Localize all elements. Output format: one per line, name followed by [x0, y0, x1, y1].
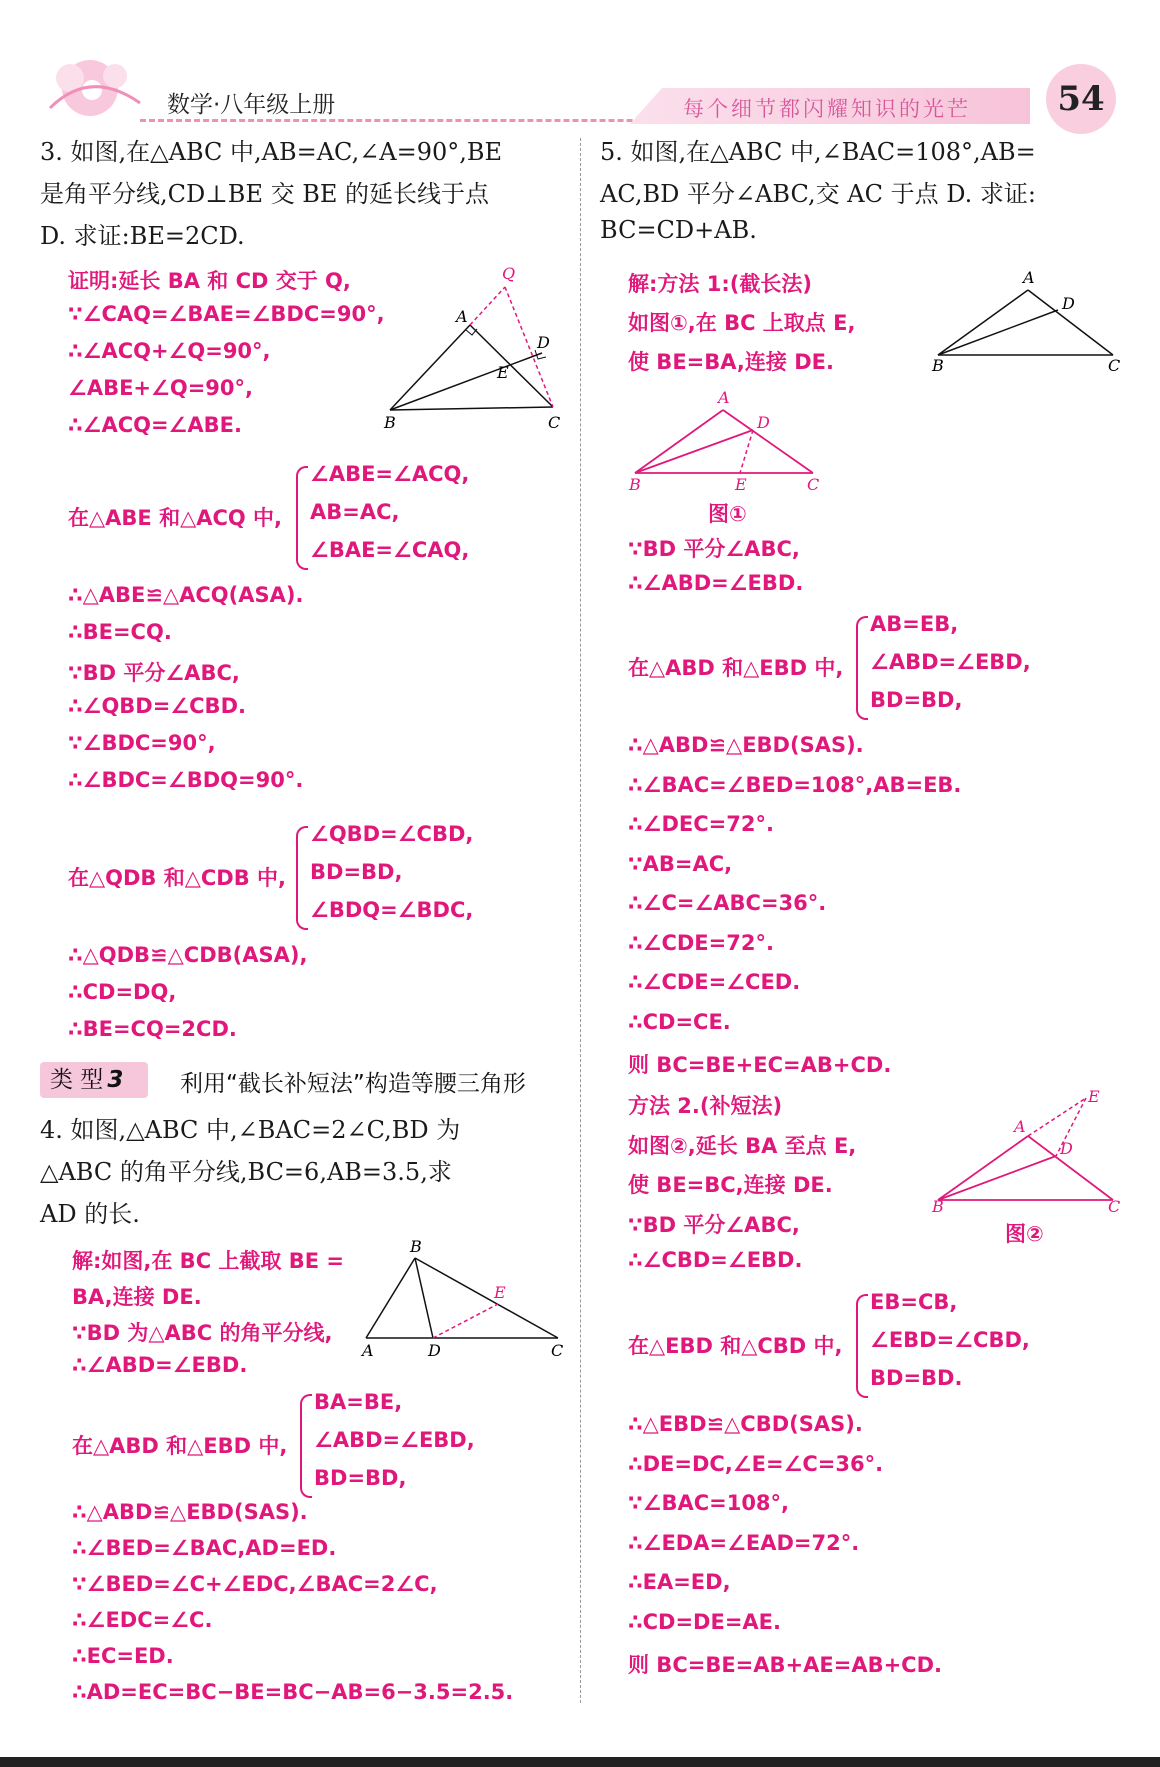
fig2-label-e: E — [1088, 1088, 1100, 1106]
q3-solution-line: ∴∠QBD=∠CBD. — [68, 694, 246, 718]
q3-solution-line: ∴BE=CQ=2CD. — [68, 1017, 237, 1041]
q4-system-line: ∠ABD=∠EBD, — [314, 1428, 475, 1452]
fig2-label-c: C — [1108, 1197, 1121, 1213]
q3-solution-line: ∴△QDB≌△CDB(ASA), — [68, 943, 308, 967]
q4-solution-line: ∴∠ABD=∠EBD. — [72, 1353, 248, 1377]
bottom-bar — [0, 1757, 1160, 1767]
fig-q4-label-d: D — [428, 1341, 441, 1358]
figure-2-caption: 图② — [1005, 1222, 1044, 1246]
fig-q3-label-e: E — [497, 363, 509, 382]
m2-line: ∴△EBD≌△CBD(SAS). — [628, 1412, 863, 1436]
fig-q4-label-a: A — [362, 1341, 374, 1358]
type-number: 3 — [107, 1067, 124, 1093]
m1-system-line: AB=EB, — [870, 612, 959, 636]
m2-line: 方法 2.(补短法) — [628, 1094, 783, 1118]
q4-solution-line: ∴AD=EC=BC−BE=BC−AB=6−3.5=2.5. — [72, 1680, 514, 1704]
q4-system-line: BA=BE, — [314, 1390, 403, 1414]
q4-solution-line: BA,连接 DE. — [72, 1285, 202, 1309]
q4-system-prefix: 在△ABD 和△EBD 中, — [72, 1434, 288, 1458]
q3-solution-line: ∵∠CAQ=∠BAE=∠BDC=90°, — [68, 302, 385, 326]
m2-system-line: BD=BD. — [870, 1366, 963, 1390]
m1-line: 则 BC=BE+EC=AB+CD. — [628, 1053, 892, 1077]
m2-system-line: ∠EBD=∠CBD, — [870, 1328, 1030, 1352]
column-divider — [580, 138, 581, 1703]
m2-line: ∵BD 平分∠ABC, — [628, 1212, 800, 1237]
m2-system-prefix: 在△EBD 和△CBD 中, — [628, 1334, 843, 1358]
q3-solution-line: ∴CD=DQ, — [68, 980, 177, 1004]
fig1-label-e: E — [735, 475, 747, 494]
q4-solution-line: ∴△ABD≌△EBD(SAS). — [72, 1500, 308, 1524]
q3-system1-line: AB=AC, — [310, 500, 400, 524]
figure-q5 — [928, 265, 1128, 380]
q4-solution-line: ∵∠BED=∠C+∠EDC,∠BAC=2∠C, — [72, 1572, 438, 1596]
m1-system-brace — [856, 616, 868, 720]
q4-solution-line: ∵BD 为△ABC 的角平分线, — [72, 1321, 333, 1345]
fig-q3-label-b: B — [384, 413, 396, 430]
figure-q3 — [380, 265, 570, 430]
m1-line: ∴△ABD≌△EBD(SAS). — [628, 733, 864, 757]
m1-line: ∴∠ABD=∠EBD. — [628, 571, 804, 595]
fig-q4-label-c: C — [551, 1341, 564, 1358]
m1-line: 如图①,在 BC 上取点 E, — [628, 311, 856, 335]
m1-line: ∴∠CDE=72°. — [628, 930, 774, 955]
fig-q5-label-b: B — [932, 356, 944, 375]
m1-line: 使 BE=BA,连接 DE. — [628, 350, 834, 374]
fig1-label-a: A — [718, 388, 730, 407]
m1-line: ∴∠C=∠ABC=36°. — [628, 891, 827, 915]
q3-solution-line: ∵BD 平分∠ABC, — [68, 661, 240, 685]
q3-solution-line: ∴△ABE≌△ACQ(ASA). — [68, 583, 304, 607]
q3-solution-line: ∴BE=CQ. — [68, 620, 172, 644]
q3-text-line: 3. 如图,在△ABC 中,AB=AC,∠A=90°,BE — [40, 138, 503, 166]
fig-q3-label-a: A — [456, 307, 468, 326]
q3-system1-prefix: 在△ABE 和△ACQ 中, — [68, 506, 283, 530]
m2-system-line: EB=CB, — [870, 1290, 958, 1314]
q3-system2-prefix: 在△QDB 和△CDB 中, — [68, 866, 287, 890]
q3-system1-line: ∠ABE=∠ACQ, — [310, 462, 470, 486]
m2-line: ∴DE=DC,∠E=∠C=36°. — [628, 1451, 884, 1476]
header-title: 数学·八年级上册 — [167, 92, 336, 118]
q4-solution-line: ∴∠BED=∠BAC,AD=ED. — [72, 1536, 337, 1560]
q3-system2-line: ∠BDQ=∠BDC, — [310, 898, 474, 922]
q4-system-brace — [300, 1394, 312, 1498]
fig-q3-label-q: Q — [502, 265, 516, 283]
q4-solution-line: ∴EC=ED. — [72, 1644, 174, 1668]
q3-solution-line: ∠ABE+∠Q=90°, — [68, 376, 254, 400]
q4-system-line: BD=BD, — [314, 1466, 407, 1490]
type-label-text: 类 型 — [50, 1067, 104, 1093]
q5-text-line: AC,BD 平分∠ABC,交 AC 于点 D. 求证: — [600, 180, 1036, 208]
page-number: 54 — [1046, 64, 1116, 134]
header-slogan: 每个细节都闪耀知识的光芒 — [683, 97, 971, 121]
q3-system2-line: ∠QBD=∠CBD, — [310, 822, 474, 846]
m1-system-prefix: 在△ABD 和△EBD 中, — [628, 656, 844, 680]
q3-solution-line: 证明:延长 BA 和 CD 交于 Q, — [68, 269, 351, 293]
q5-text-line: 5. 如图,在△ABC 中,∠BAC=108°,AB= — [600, 138, 1036, 166]
figure-q4 — [358, 1238, 568, 1358]
fig-q3-label-c: C — [548, 413, 561, 430]
m2-line: ∴CD=DE=AE. — [628, 1609, 781, 1634]
fig-q3-label-d: D — [537, 333, 550, 352]
fig1-label-b: B — [629, 475, 641, 494]
m2-line: ∵∠BAC=108°, — [628, 1491, 790, 1515]
q5-text-line: BC=CD+AB. — [600, 216, 757, 244]
m1-line: ∴∠DEC=72°. — [628, 812, 774, 836]
m1-line: ∵AB=AC, — [628, 851, 733, 876]
q3-solution-line: ∴∠ACQ=∠ABE. — [68, 413, 242, 437]
q4-text-line: 4. 如图,△ABC 中,∠BAC=2∠C,BD 为 — [40, 1116, 461, 1144]
fig1-label-d: D — [757, 413, 770, 432]
type-title: 利用“截长补短法”构造等腰三角形 — [180, 1071, 526, 1097]
m1-system-line: BD=BD, — [870, 688, 963, 712]
q3-solution-line: ∵∠BDC=90°, — [68, 731, 216, 755]
fig-q5-label-d: D — [1062, 294, 1075, 313]
m1-line: ∴∠BAC=∠BED=108°,AB=EB. — [628, 772, 962, 797]
m1-line: ∴CD=CE. — [628, 1009, 731, 1034]
m2-line: 使 BE=BC,连接 DE. — [628, 1173, 833, 1197]
figure-1 — [625, 385, 825, 495]
q4-solution-line: 解:如图,在 BC 上截取 BE = — [72, 1249, 344, 1273]
q3-solution-line: ∴∠ACQ+∠Q=90°, — [68, 339, 271, 363]
q3-system1-brace — [296, 466, 308, 570]
fig-q4-label-b: B — [410, 1238, 422, 1256]
q3-text-line: 是角平分线,CD⊥BE 交 BE 的延长线于点 — [40, 180, 490, 208]
figure-1-caption: 图① — [708, 502, 747, 526]
m2-line: ∴EA=ED, — [628, 1570, 731, 1594]
fig2-label-d: D — [1060, 1139, 1073, 1158]
fig1-label-c: C — [807, 475, 820, 494]
q3-system2-line: BD=BD, — [310, 860, 403, 884]
fig-q4-label-e: E — [494, 1283, 506, 1302]
m1-line: 解:方法 1:(截长法) — [628, 272, 812, 296]
m1-system-line: ∠ABD=∠EBD, — [870, 650, 1031, 674]
figure-2 — [928, 1088, 1128, 1213]
m2-system-brace — [856, 1294, 868, 1398]
q3-solution-line: ∴∠BDC=∠BDQ=90°. — [68, 768, 304, 792]
fig2-label-a: A — [1014, 1117, 1026, 1136]
fig2-label-b: B — [932, 1197, 944, 1213]
q3-system2-brace — [296, 826, 308, 930]
fig-q5-label-c: C — [1108, 356, 1121, 375]
type-label — [40, 1062, 148, 1098]
m1-line: ∵BD 平分∠ABC, — [628, 537, 800, 561]
q4-text-line: △ABC 的角平分线,BC=6,AB=3.5,求 — [40, 1158, 452, 1186]
m2-line: ∴∠CBD=∠EBD. — [628, 1248, 803, 1272]
m2-line: 如图②,延长 BA 至点 E, — [628, 1133, 857, 1158]
m1-line: ∴∠CDE=∠CED. — [628, 970, 801, 994]
m2-line: 则 BC=BE=AB+AE=AB+CD. — [628, 1653, 942, 1677]
q3-text-line: D. 求证:BE=2CD. — [40, 222, 245, 250]
q4-text-line: AD 的长. — [40, 1200, 140, 1228]
fig-q5-label-a: A — [1023, 268, 1035, 287]
q4-solution-line: ∴∠EDC=∠C. — [72, 1608, 213, 1632]
m2-line: ∴∠EDA=∠EAD=72°. — [628, 1530, 860, 1555]
flower-ornament-icon — [30, 48, 150, 123]
q3-system1-line: ∠BAE=∠CAQ, — [310, 538, 470, 562]
